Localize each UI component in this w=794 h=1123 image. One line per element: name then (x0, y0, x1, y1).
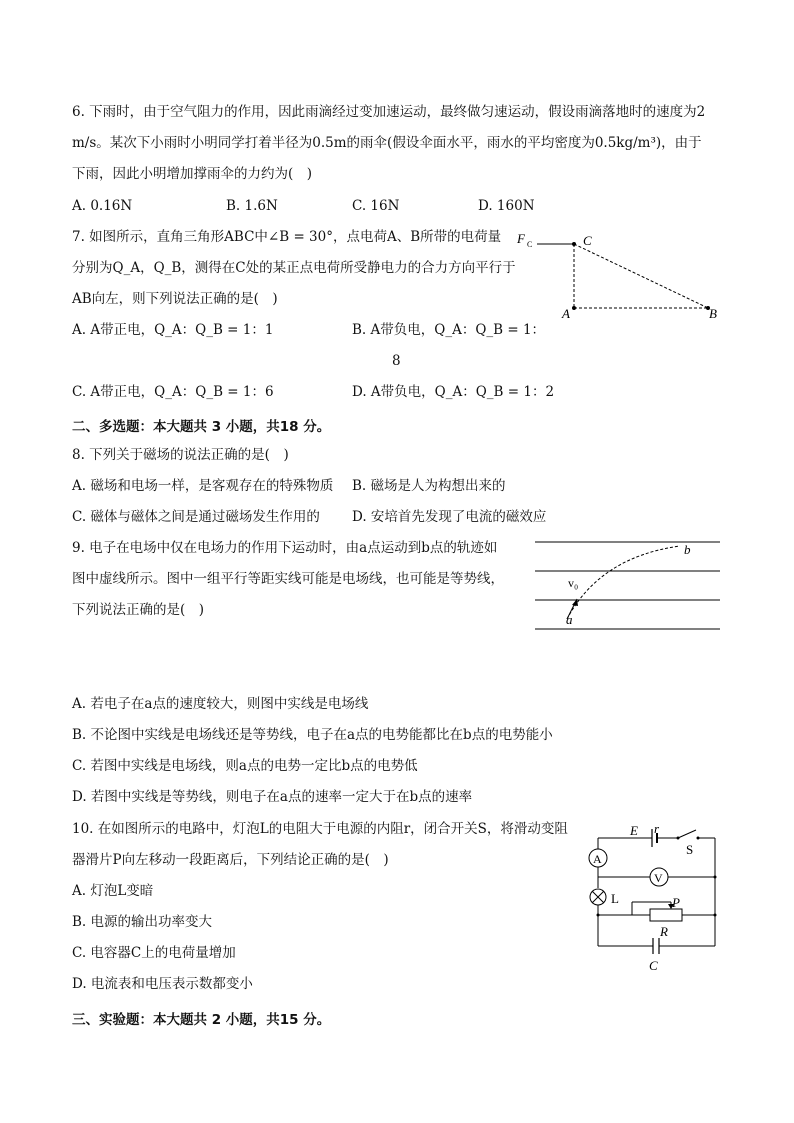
side-cb (574, 244, 708, 308)
section-3-heading: 三、实验题：本大题共 2 小题，共15 分。 (72, 1012, 331, 1028)
rheostat-symbol (650, 909, 682, 921)
q7-stem-line1: 7. 如图所示，直角三角形ABC中∠B = 30°，点电荷A、B所带的电荷量 (72, 229, 502, 245)
section-2-heading: 二、多选题：本大题共 3 小题，共18 分。 (72, 419, 331, 435)
switch-lever (678, 830, 696, 838)
q7-option-b-continued: 8 (392, 353, 401, 369)
q9-option-d: D. 若图中实线是等势线，则电子在a点的速率一定大于在b点的速率 (72, 789, 473, 805)
q6-option-d: D. 160N (478, 198, 535, 214)
q6-stem-line2: m/s。某次下小雨时小明同学打着半径为0.5m的雨伞(假设伞面水平，雨水的平均密度为0.5kg/m³)，由于 (72, 135, 702, 151)
label-a: A (562, 306, 570, 321)
q8-stem: 8. 下列关于磁场的说法正确的是( ) (72, 447, 289, 463)
force-label: F (517, 231, 525, 246)
label-ammeter: A (593, 852, 602, 866)
q8-option-d: D. 安培首先发现了电流的磁效应 (352, 509, 547, 525)
q9-option-b: B. 不论图中实线是电场线还是等势线，电子在a点的电势能都比在b点的电势能小 (72, 727, 553, 743)
q6-stem-line3: 下雨，因此小明增加撑雨伞的力约为( ) (72, 166, 313, 182)
q10-option-c: C. 电容器C上的电荷量增加 (72, 945, 236, 961)
q7-triangle-figure (510, 225, 730, 325)
q9-option-a: A. 若电子在a点的速度较大，则图中实线是电场线 (72, 696, 369, 712)
label-b: b (684, 542, 691, 557)
q6-stem-line1: 6. 下雨时，由于空气阻力的作用，因此雨滴经过变加速运动，最终做匀速运动，假设雨滴落地时的速度为2 (72, 104, 706, 120)
trajectory-curve (567, 546, 680, 619)
q8-option-a: A. 磁场和电场一样，是客观存在的特殊物质 (72, 478, 334, 494)
junction-left-mid (597, 914, 600, 917)
q10-stem-line2: 器滑片P向左移动一段距离后，下列结论正确的是( ) (72, 852, 389, 868)
force-subscript: C (527, 240, 533, 249)
point-a (572, 306, 576, 310)
label-r: r (654, 821, 660, 836)
junction-right-top (714, 876, 717, 879)
q10-circuit-figure (580, 820, 725, 975)
label-capacitor: C (649, 958, 658, 973)
q9-stem-line2: 图中虚线所示。图中一组平行等距实线可能是电场线，也可能是等势线， (72, 571, 504, 587)
label-c: C (583, 233, 592, 248)
q7-option-d: D. A带负电，Q_A：Q_B = 1：2 (352, 384, 555, 400)
label-rheostat: R (660, 924, 668, 939)
q9-stem-line1: 9. 电子在电场中仅在电场力的作用下运动时，由a点运动到b点的轨迹如 (72, 540, 498, 556)
q10-option-d: D. 电流表和电压表示数都变小 (72, 976, 253, 992)
label-v0: v₀ (568, 576, 579, 590)
label-b: B (709, 306, 717, 321)
q6-option-a: A. 0.16N (72, 198, 133, 214)
q6-option-c: C. 16N (352, 198, 400, 214)
label-a: a (566, 612, 573, 627)
q7-option-b: B. A带负电，Q_A：Q_B = 1： (352, 322, 546, 338)
q9-stem-line3: 下列说法正确的是( ) (72, 602, 205, 618)
q9-option-c: C. 若图中实线是电场线，则a点的电势一定比b点的电势低 (72, 758, 418, 774)
label-s: S (686, 842, 694, 857)
q10-stem-line1: 10. 在如图所示的电路中，灯泡L的电阻大于电源的内阻r，闭合开关S，将滑动变阻 (72, 821, 568, 837)
q9-field-figure (530, 535, 725, 635)
q10-option-a: A. 灯泡L变暗 (72, 883, 154, 899)
point-c (572, 242, 576, 246)
q8-option-c: C. 磁体与磁体之间是通过磁场发生作用的 (72, 509, 320, 525)
q6-option-b: B. 1.6N (226, 198, 278, 214)
q7-option-a: A. A带正电，Q_A：Q_B = 1：1 (72, 322, 274, 338)
q10-option-b: B. 电源的输出功率变大 (72, 914, 213, 930)
q8-option-b: B. 磁场是人为构想出来的 (352, 478, 506, 494)
q7-stem-line2: 分别为Q_A，Q_B，测得在C处的某正点电荷所受静电力的合力方向平行于 (72, 260, 516, 276)
label-l: L (611, 891, 619, 906)
label-p: P (672, 895, 680, 910)
q7-option-c: C. A带正电，Q_A：Q_B = 1：6 (72, 384, 274, 400)
label-e: E (630, 823, 638, 838)
label-voltmeter: V (654, 871, 663, 885)
q7-stem-line3: AB向左，则下列说法正确的是( ) (72, 291, 278, 307)
